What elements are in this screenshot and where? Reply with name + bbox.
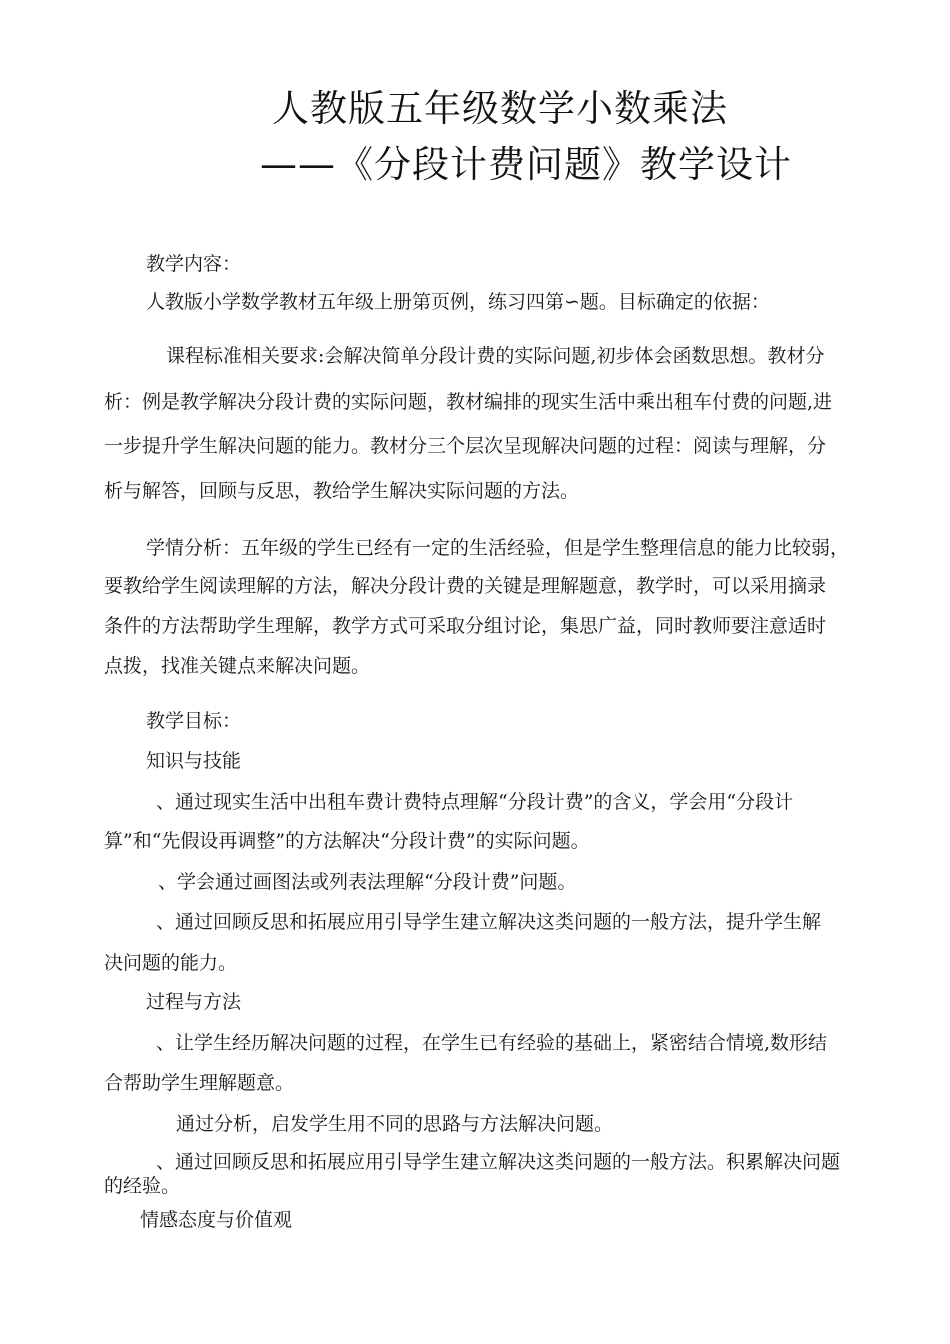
knowledge-item-1-line: 、通过现实生活中出租车费计费特点理解“分段计费”的含义，学会用“分段计	[156, 791, 794, 813]
process-item-3-line: 、通过回顾反思和拓展应用引导学生建立解决这类问题的一般方法。积累解决问题	[156, 1151, 841, 1173]
knowledge-skills-heading: 知识与技能	[146, 750, 242, 772]
process-item-1-line: 合帮助学生理解题意。	[104, 1072, 295, 1094]
teaching-content-text: 人教版小学数学教材五年级上册第页例，练习四第∽题。目标确定的依据：	[146, 291, 770, 313]
knowledge-item-2: 、学会通过画图法或列表法理解“分段计费”问题。	[158, 871, 577, 893]
curriculum-line: 析：例是教学解决分段计费的实际问题，教材编排的现实生活中乘出租车付费的问题,进	[104, 391, 833, 413]
curriculum-line: 课程标准相关要求:会解决简单分段计费的实际问题,初步体会函数思想。教材分	[166, 345, 825, 367]
student-analysis-line: 要教给学生阅读理解的方法，解决分段计费的关键是理解题意，教学时，可以采用摘录	[104, 575, 827, 597]
document-title-line-1: 人教版五年级数学小数乘法	[272, 87, 728, 130]
curriculum-line: 析与解答，回顾与反思，教给学生解决实际问题的方法。	[104, 480, 580, 502]
teaching-goals-heading: 教学目标：	[146, 710, 242, 732]
process-item-1-line: 、让学生经历解决问题的过程，在学生已有经验的基础上，紧密结合情境,数形结	[156, 1032, 828, 1054]
emotion-values-heading: 情感态度与价值观	[140, 1209, 293, 1231]
process-item-2: 通过分析，启发学生用不同的思路与方法解决问题。	[176, 1113, 614, 1135]
process-item-3-line: 的经验。	[104, 1175, 181, 1197]
student-analysis-line: 点拨，找准关键点来解决问题。	[104, 655, 371, 677]
process-method-heading: 过程与方法	[146, 991, 242, 1013]
student-analysis-line: 条件的方法帮助学生理解，教学方式可采取分组讨论，集思广益，同时教师要注意适时	[104, 615, 827, 637]
curriculum-line: 一步提升学生解决问题的能力。教材分三个层次呈现解决问题的过程：阅读与理解，分	[104, 435, 827, 457]
knowledge-item-3-line: 、通过回顾反思和拓展应用引导学生建立解决这类问题的一般方法，提升学生解	[156, 911, 822, 933]
student-analysis-line: 学情分析：五年级的学生已经有一定的生活经验，但是学生整理信息的能力比较弱，	[146, 537, 850, 559]
knowledge-item-3-line: 决问题的能力。	[104, 952, 238, 974]
teaching-content-heading: 教学内容：	[146, 253, 242, 275]
document-title-line-2: ——《分段计费问题》教学设计	[260, 143, 792, 186]
knowledge-item-1-line: 算”和“先假设再调整”的方法解决“分段计费”的实际问题。	[104, 830, 590, 852]
